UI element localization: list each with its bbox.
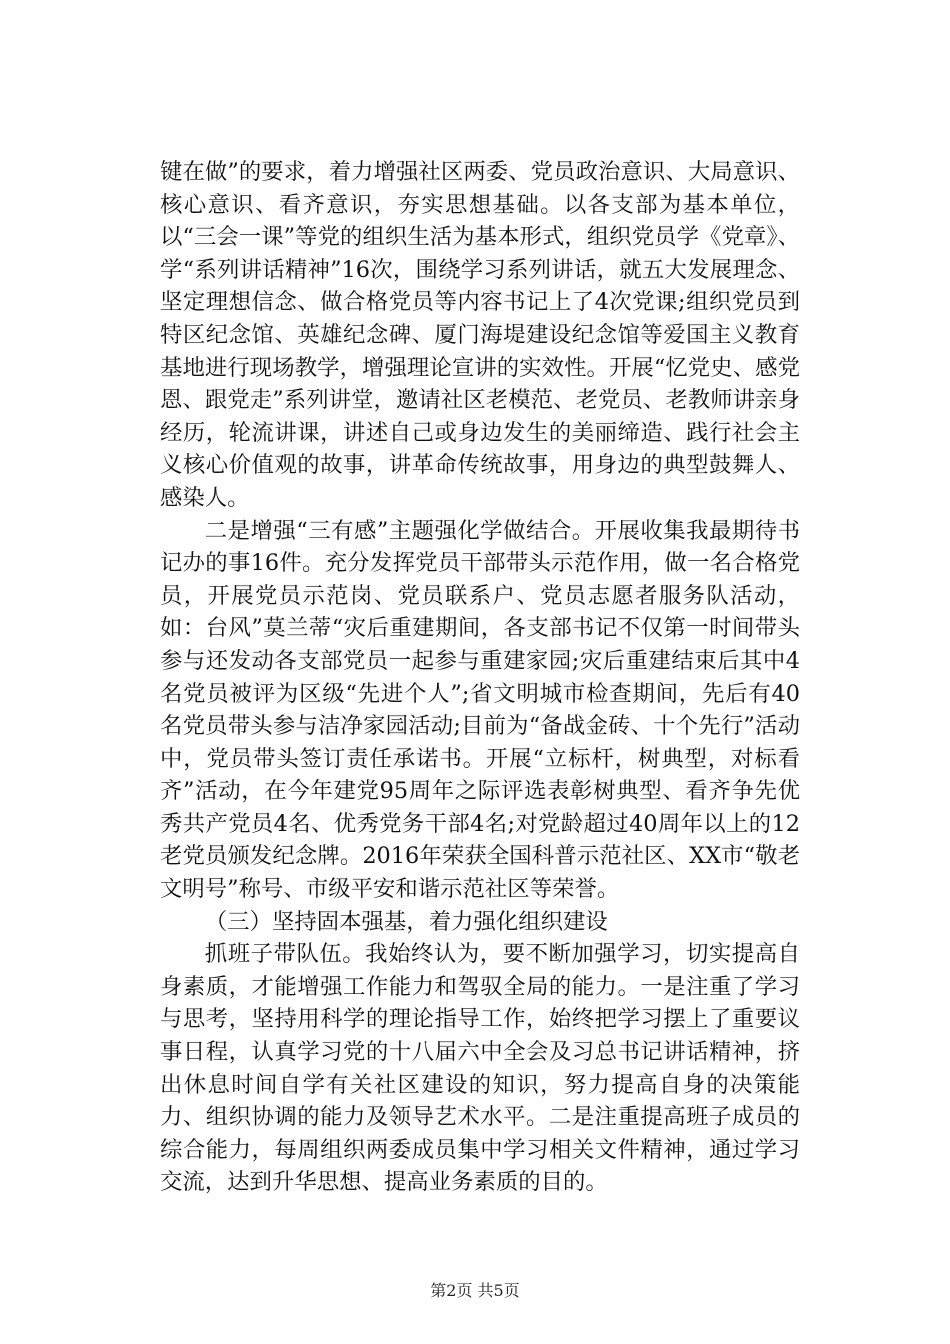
paragraph-three-senses: 二是增强“三有感”主题强化学做结合。开展收集我最期待书记办的事16件。充分发挥党员干部带头示范作用，做一名合格党员，开展党员示范岗、党员联系户、党员志愿者服务队活动，如：台风”莫兰蒂“灾后重建期间，各支部书记不仅第一时间带头参与还发动各支部党员一起参与重建家园;灾后重建结束后其中4名党员被评为区级“先进个人”;省文明城市检查期间，先后有40名党员带头参与洁净家园活动;目前为“备战金砖、十个先行”活动中，党员带头签订责任承诺书。开展“立标杆，树典型，对标看齐”活动，在今年建党95周年之际评选表彰树典型、看齐争先优秀共产党员4名、优秀党务干部4名;对党龄超过40周年以上的12老党员颁发纪念牌。2016年荣获全国科普示范社区、XX市“敬老文明号”称号、市级平安和谐示范社区等荣誉。	[160, 517, 800, 903]
page-footer: 第2页 共5页	[430, 1281, 520, 1300]
section-heading: （三）坚持固本强基，着力强化组织建设	[204, 908, 608, 935]
paragraph-continuation: 键在做”的要求，着力增强社区两委、党员政治意识、大局意识、核心意识、看齐意识，夯实思想基础。以各支部为基本单位，以“三会一课”等党的组织生活为基本形式，组织党员学《党章》、学“系列讲话精神”16次，围绕学习系列讲话，就五大发展理念、坚定理想信念、做合格党员等内容书记上了4次党课;组织党员到特区纪念馆、英雄纪念碑、厦门海堤建设纪念馆等爱国主义教育基地进行现场教学，增强理论宣讲的实效性。开展“忆党史、感党恩、跟党走”系列讲堂，邀请社区老模范、老党员、老教师讲亲身经历，轮流讲课，讲述自己或身边发生的美丽缔造、践行社会主义核心价值观的故事，讲革命传统故事，用身边的典型鼓舞人、感染人。	[160, 159, 800, 511]
paragraph-team-building: 抓班子带队伍。我始终认为，要不断加强学习，切实提高自身素质，才能增强工作能力和驾驭全局的能力。一是注重了学习与思考，坚持用科学的理论指导工作，始终把学习摆上了重要议事日程，认真学习党的十八届六中全会及习总书记讲话精神，挤出休息时间自学有关社区建设的知识，努力提高自身的决策能力、组织协调的能力及领导艺术水平。二是注重提高班子成员的综合能力，每周组织两委成员集中学习相关文件精神，通过学习交流，达到升华思想、提高业务素质的目的。	[160, 941, 800, 1196]
document-body	[160, 156, 800, 1199]
